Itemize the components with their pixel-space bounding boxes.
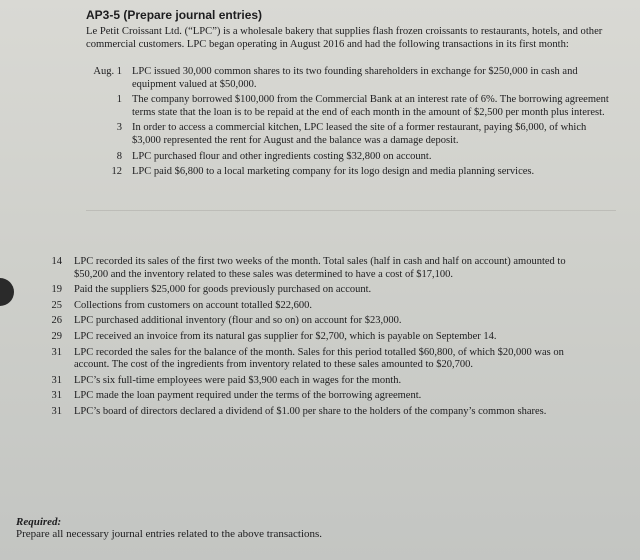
list-item [40, 347, 600, 372]
transaction-date: 31 [51, 346, 62, 358]
transaction-date: 29 [51, 330, 62, 342]
transaction-text: LPC’s board of directors declared a dividend of $1.00 per share to the holders of the company’s common shares. [74, 405, 547, 417]
list-item [86, 122, 616, 147]
required-heading: Required: [16, 516, 62, 528]
list-item [40, 331, 600, 344]
required-text: Prepare all necessary journal entries related to the above transactions. [16, 528, 323, 540]
transaction-date: 19 [51, 284, 62, 296]
section-divider [86, 210, 616, 211]
problem-header [86, 8, 626, 51]
list-item [86, 66, 616, 91]
transactions-list-1 [86, 66, 616, 182]
transaction-date: 14 [51, 256, 62, 267]
transaction-text: In order to access a commercial kitchen, LPC leased the site of a former restaurant, paying $6,000, of which $3,000 represented the rent for August and the balance was a damage deposit. [132, 122, 587, 146]
list-item [40, 284, 600, 297]
list-item [40, 315, 600, 328]
binder-hole [0, 278, 14, 306]
transaction-text: LPC purchased flour and other ingredients costing $32,800 on account. [132, 150, 432, 162]
transaction-text: LPC recorded its sales of the first two weeks of the month. Total sales (half in cash and half on account) amounted to $50,200 and the inventory related to these sales was determined to have a cost of $17,100. [74, 256, 566, 280]
transaction-date: 1 [116, 94, 122, 106]
transaction-date: 26 [51, 315, 62, 327]
transaction-date: Aug. 1 [93, 66, 122, 77]
transaction-text: Collections from customers on account totalled $22,600. [74, 299, 312, 311]
transaction-date: 25 [51, 299, 62, 311]
list-item [86, 151, 616, 164]
transaction-date: 31 [51, 374, 62, 386]
transactions-list-2 [40, 256, 600, 422]
transaction-text: LPC’s six full-time employees were paid $3,900 each in wages for the month. [74, 374, 402, 386]
transaction-date: 31 [51, 390, 62, 402]
transaction-text: The company borrowed $100,000 from the Commercial Bank at an interest rate of 6%. The borrowing agreement terms state that the loan is to be repaid at the end of each month in the amount of $2,500 per month plus interest. [132, 94, 609, 118]
list-item [40, 300, 600, 313]
transaction-text: Paid the suppliers $25,000 for goods previously purchased on account. [74, 284, 372, 296]
problem-title: AP3-5 (Prepare journal entries) [86, 8, 263, 22]
transaction-text: LPC recorded the sales for the balance of the month. Sales for this period totalled $60,800, of which $20,000 was on account. The cost of the ingredients from inventory related to these sales amounted to $20,700. [74, 346, 564, 371]
transaction-date: 12 [111, 166, 122, 178]
transaction-text: LPC made the loan payment required under the terms of the borrowing agreement. [74, 390, 422, 402]
list-item [86, 166, 616, 179]
transaction-date: 3 [116, 122, 122, 134]
transaction-date: 8 [116, 150, 122, 162]
transaction-date: 31 [51, 405, 62, 417]
problem-intro: Le Petit Croissant Ltd. (“LPC”) is a wholesale bakery that supplies flash frozen croissants to restaurants, hotels, and other commercial customers. LPC began operating in August 2016 and had the following transactions in its first month: [86, 26, 603, 50]
list-item [40, 256, 600, 281]
transaction-text: LPC purchased additional inventory (flour and so on) on account for $23,000. [74, 315, 402, 327]
list-item [86, 94, 616, 119]
required-section [16, 516, 616, 540]
list-item [40, 390, 600, 403]
transaction-text: LPC paid $6,800 to a local marketing company for its logo design and media planning services. [132, 166, 535, 178]
transaction-text: LPC received an invoice from its natural gas supplier for $2,700, which is payable on September 14. [74, 330, 497, 342]
list-item [40, 406, 600, 419]
list-item [40, 375, 600, 388]
transaction-text: LPC issued 30,000 common shares to its two founding shareholders in exchange for $250,000 in cash and equipment valued at $50,000. [132, 66, 578, 90]
